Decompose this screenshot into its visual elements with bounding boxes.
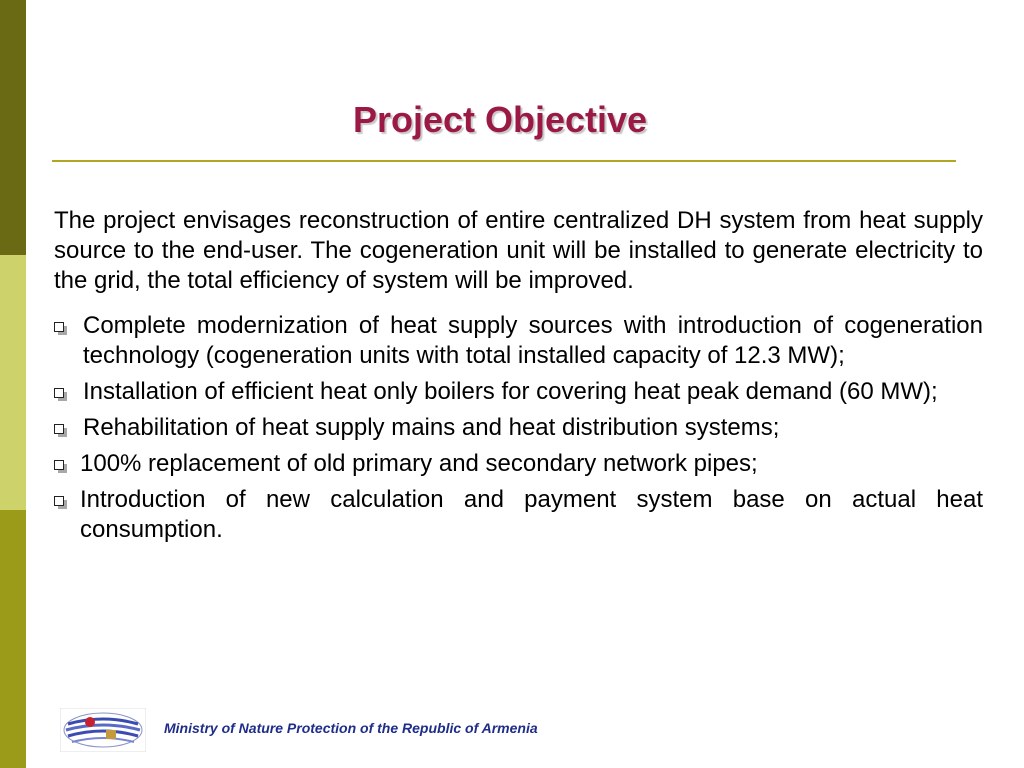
list-item-text: Introduction of new calculation and payment system base on actual heat consumption. — [80, 486, 983, 543]
slide-body — [54, 206, 983, 551]
list-item — [54, 449, 983, 479]
hollow-square-bullet-icon — [54, 424, 64, 434]
sidebar-stripe-bottom — [0, 510, 26, 768]
list-item-text: Rehabilitation of heat supply mains and heat distribution systems; — [83, 414, 780, 441]
sidebar-stripe-top — [0, 0, 26, 255]
ministry-logo-icon — [60, 708, 146, 752]
intro-paragraph: The project envisages reconstruction of entire centralized DH system from heat supply source to the end-user. The cogeneration unit will be installed to generate electricity to the grid, the total efficiency of system will be improved. — [54, 207, 983, 294]
hollow-square-bullet-icon — [54, 388, 64, 398]
hollow-square-bullet-icon — [54, 322, 64, 332]
list-item — [54, 377, 983, 407]
title-divider — [52, 160, 956, 162]
objective-list — [54, 311, 983, 545]
list-item-text: Complete modernization of heat supply sources with introduction of cogeneration technology (cogeneration units with total installed capacity of 12.3 MW); — [83, 312, 983, 369]
list-item-text: 100% replacement of old primary and secondary network pipes; — [80, 450, 758, 477]
slide-footer — [60, 708, 960, 752]
list-item — [54, 311, 983, 371]
hollow-square-bullet-icon — [54, 460, 64, 470]
footer-organization: Ministry of Nature Protection of the Republic of Armenia — [164, 720, 538, 736]
list-item-text: Installation of efficient heat only boilers for covering heat peak demand (60 MW); — [83, 378, 938, 405]
list-item — [54, 413, 983, 443]
hollow-square-bullet-icon — [54, 496, 64, 506]
list-item — [54, 485, 983, 545]
sidebar-stripe-middle — [0, 255, 26, 510]
slide-title: Project Objective — [352, 99, 648, 140]
